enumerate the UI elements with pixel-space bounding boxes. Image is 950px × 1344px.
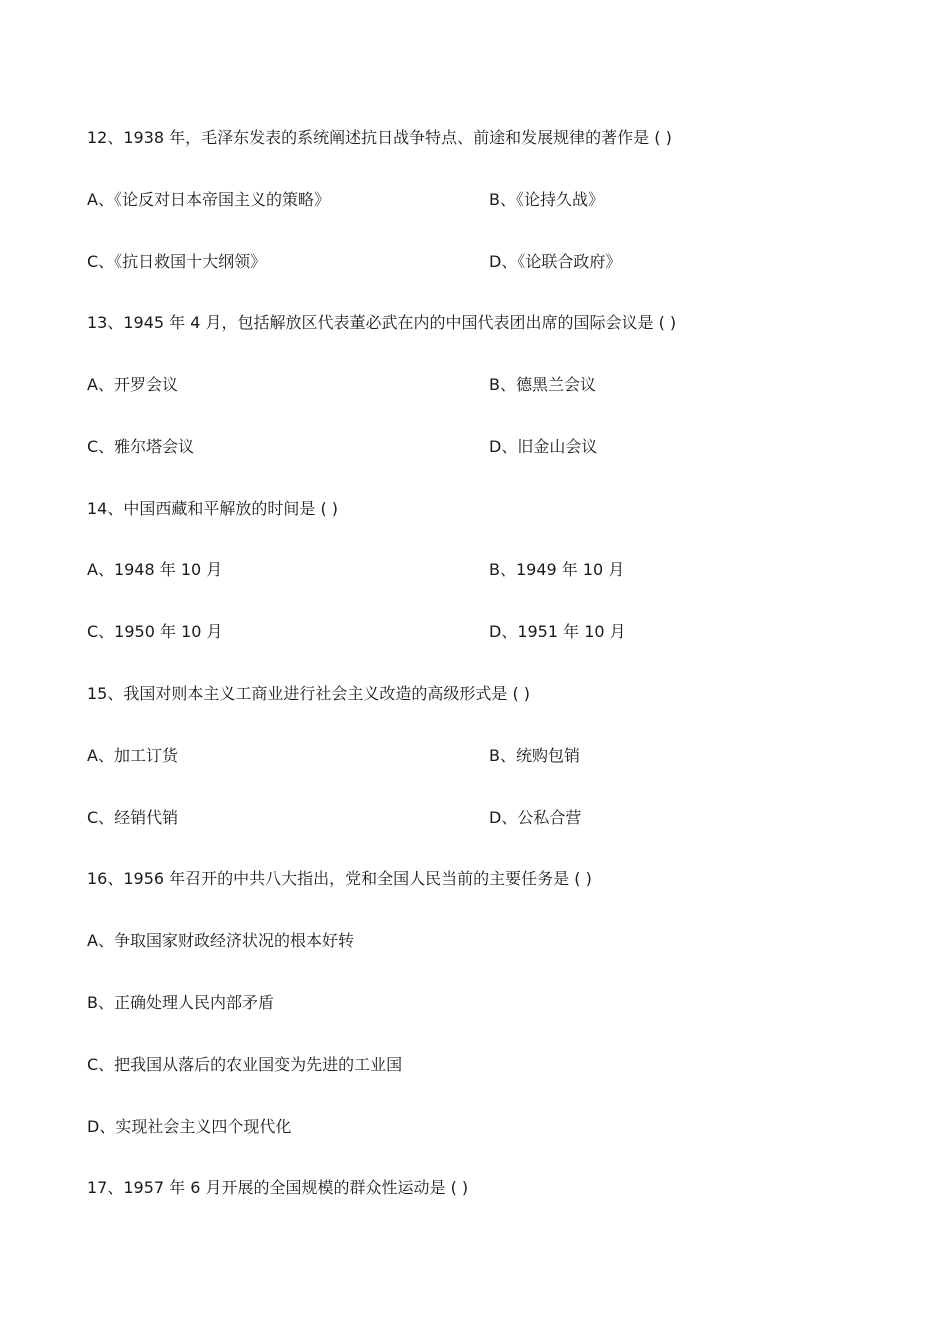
question-16-stem: 16、1956 年召开的中共八大指出，党和全国人民当前的主要任务是 ( ) bbox=[87, 869, 592, 888]
question-15-option-a: A、加工订货 bbox=[87, 746, 178, 765]
question-14-option-b: B、1949 年 10 月 bbox=[489, 560, 625, 579]
question-15-option-b: B、统购包销 bbox=[489, 746, 580, 765]
question-14-option-d: D、1951 年 10 月 bbox=[489, 622, 626, 641]
question-12-option-a: A、《论反对日本帝国主义的策略》 bbox=[87, 190, 330, 209]
question-13-option-d: D、旧金山会议 bbox=[489, 437, 598, 456]
question-16-option-a: A、争取国家财政经济状况的根本好转 bbox=[87, 931, 354, 950]
question-12-option-c: C、《抗日救国十大纲领》 bbox=[87, 252, 267, 271]
question-15-stem: 15、我国对则本主义工商业进行社会主义改造的高级形式是 ( ) bbox=[87, 684, 531, 703]
question-12-option-b: B、《论持久战》 bbox=[489, 190, 604, 209]
question-13-option-a: A、开罗会议 bbox=[87, 375, 178, 394]
question-16-option-c: C、把我国从落后的农业国变为先进的工业国 bbox=[87, 1055, 403, 1074]
question-16-option-b: B、正确处理人民内部矛盾 bbox=[87, 993, 274, 1012]
question-12-stem: 12、1938 年，毛泽东发表的系统阐述抗日战争特点、前途和发展规律的著作是 ( ) bbox=[87, 128, 672, 147]
question-16-option-d: D、实现社会主义四个现代化 bbox=[87, 1117, 292, 1136]
question-13-stem: 13、1945 年 4 月，包括解放区代表董必武在内的中国代表团出席的国际会议是 ( ) bbox=[87, 313, 677, 332]
question-13-option-b: B、德黑兰会议 bbox=[489, 375, 596, 394]
question-14-stem: 14、中国西藏和平解放的时间是 ( ) bbox=[87, 499, 339, 518]
question-12-option-d: D、《论联合政府》 bbox=[489, 252, 622, 271]
question-15-option-d: D、公私合营 bbox=[489, 808, 582, 827]
question-13-option-c: C、雅尔塔会议 bbox=[87, 437, 195, 456]
question-17-stem: 17、1957 年 6 月开展的全国规模的群众性运动是 ( ) bbox=[87, 1178, 469, 1197]
question-15-option-c: C、经销代销 bbox=[87, 808, 179, 827]
question-14-option-a: A、1948 年 10 月 bbox=[87, 560, 223, 579]
question-14-option-c: C、1950 年 10 月 bbox=[87, 622, 223, 641]
